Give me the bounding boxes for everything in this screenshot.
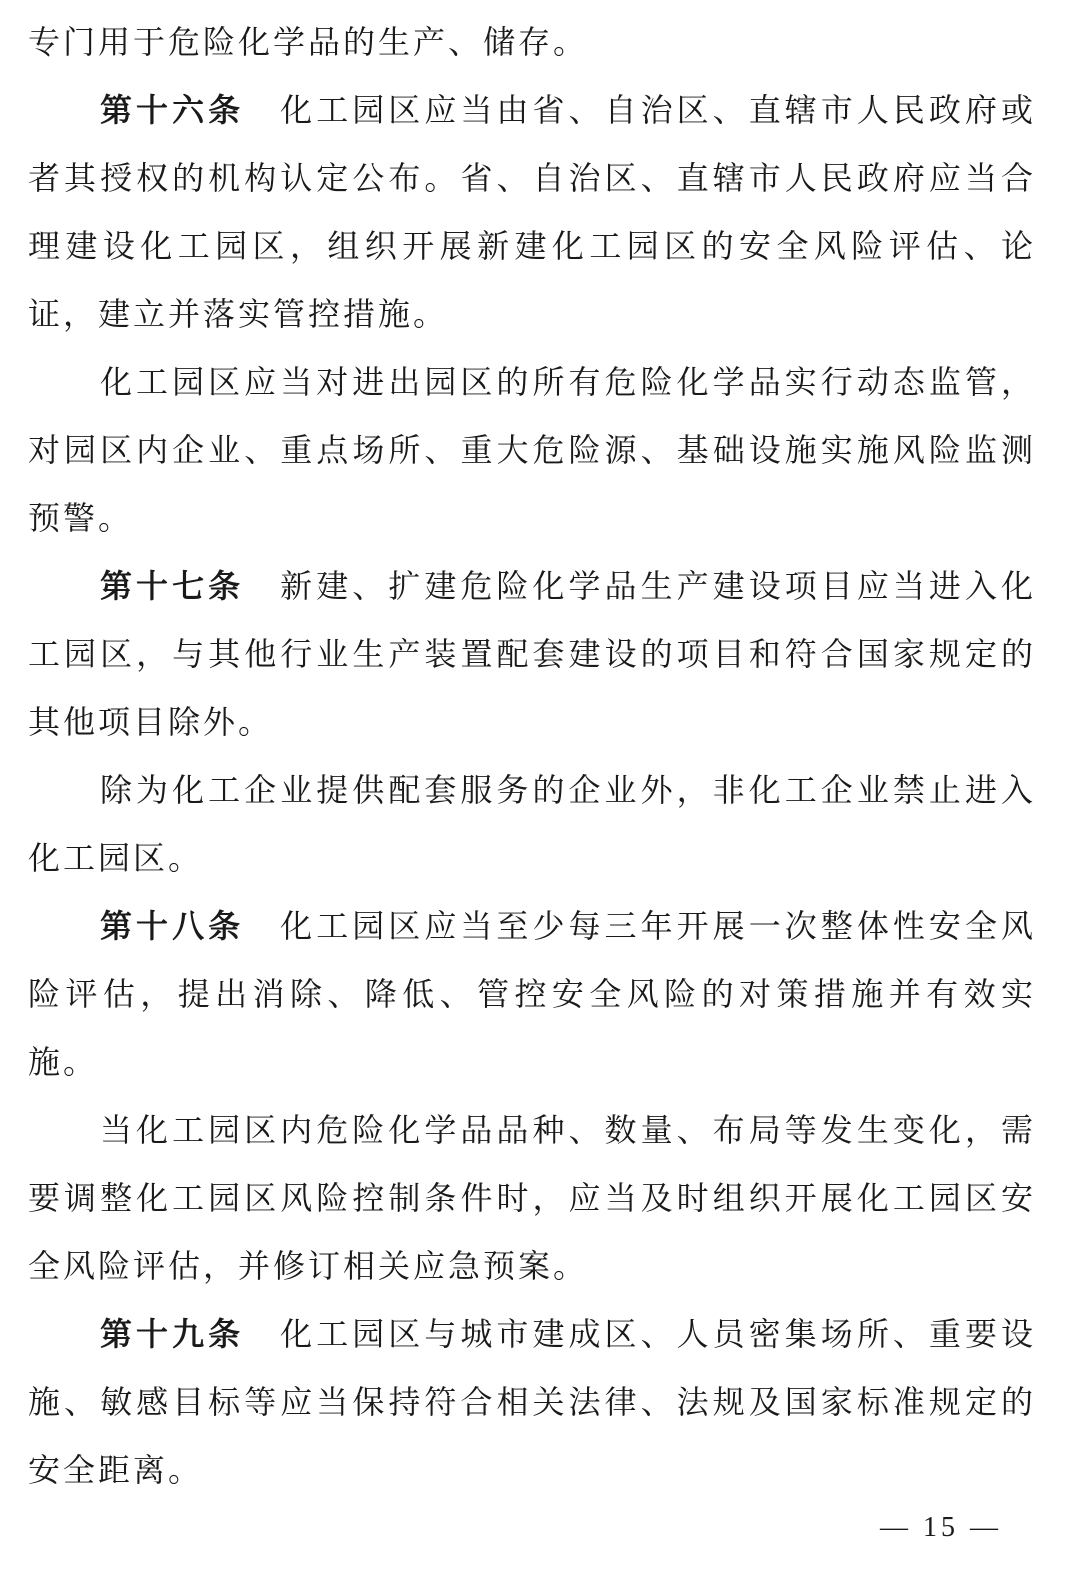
text-line: 化工园区应当对进出园区的所有危险化学品实行动态监管， <box>100 363 1036 401</box>
article-heading: 第十九条 <box>100 1315 245 1353</box>
text-line: 其他项目除外。 <box>28 703 274 741</box>
text-line: 预警。 <box>28 499 134 537</box>
document-body <box>28 8 1036 1504</box>
article-heading: 第十七条 <box>100 567 245 605</box>
text-line: 化工园区。 <box>28 839 204 877</box>
text-line: 专门用于危险化学品的生产、储存。 <box>28 23 589 61</box>
article-16-line <box>28 76 1036 144</box>
text-line: 施、敏感目标等应当保持符合相关法律、法规及国家标准规定的 <box>28 1383 1036 1421</box>
text: 化工园区应当至少每三年开展一次整体性安全风 <box>280 907 1036 945</box>
text-line: 工园区，与其他行业生产装置配套建设的项目和符合国家规定的 <box>28 635 1036 673</box>
text-line: 要调整化工园区风险控制条件时，应当及时组织开展化工园区安 <box>28 1179 1036 1217</box>
page-number: — 15 — <box>880 1512 1002 1543</box>
article-17-line <box>28 552 1036 620</box>
text: 化工园区应当由省、自治区、直辖市人民政府或 <box>280 91 1036 129</box>
text-line: 全风险评估，并修订相关应急预案。 <box>28 1247 589 1285</box>
article-heading: 第十六条 <box>100 91 245 129</box>
article-heading: 第十八条 <box>100 907 245 945</box>
text-line: 险评估，提出消除、降低、管控安全风险的对策措施并有效实 <box>28 975 1036 1013</box>
text-line: 理建设化工园区，组织开展新建化工园区的安全风险评估、论 <box>28 227 1036 265</box>
text: 化工园区与城市建成区、人员密集场所、重要设 <box>280 1315 1036 1353</box>
text: 新建、扩建危险化学品生产建设项目应当进入化 <box>280 567 1036 605</box>
article-19-line <box>28 1300 1036 1368</box>
text-line: 安全距离。 <box>28 1451 204 1489</box>
text-line: 对园区内企业、重点场所、重大危险源、基础设施实施风险监测 <box>28 431 1036 469</box>
text-line: 除为化工企业提供配套服务的企业外，非化工企业禁止进入 <box>100 771 1036 809</box>
article-18-line <box>28 892 1036 960</box>
text-line: 者其授权的机构认定公布。省、自治区、直辖市人民政府应当合 <box>28 159 1036 197</box>
text-line: 施。 <box>28 1043 99 1081</box>
text-line: 证，建立并落实管控措施。 <box>28 295 449 333</box>
text-line: 当化工园区内危险化学品品种、数量、布局等发生变化，需 <box>100 1111 1036 1149</box>
